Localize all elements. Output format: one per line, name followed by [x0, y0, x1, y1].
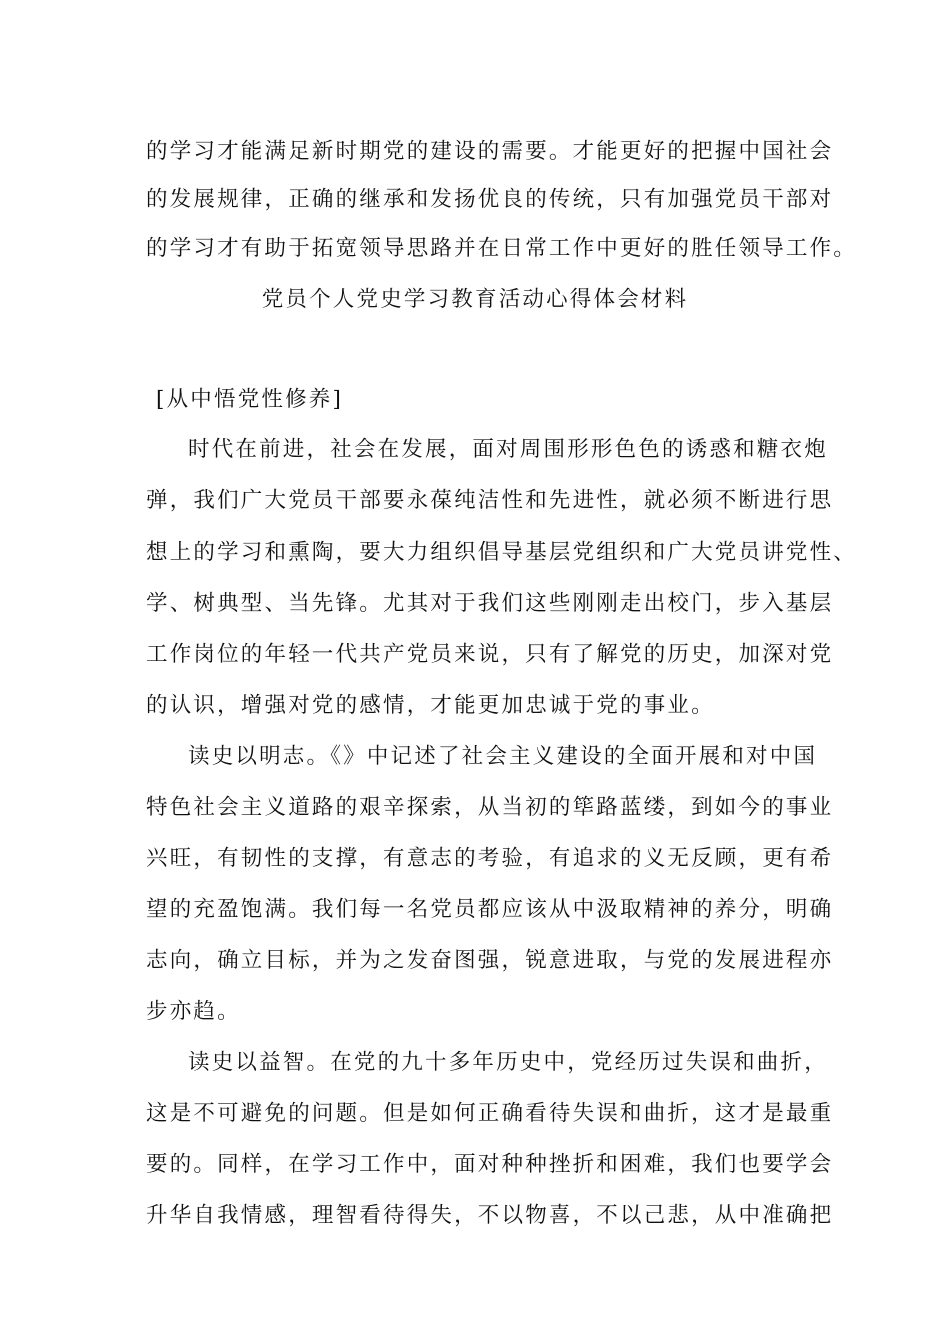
- paragraph1-line-5: 工作岗位的年轻一代共产党员来说，只有了解党的历史，加深对党: [146, 642, 834, 667]
- paragraph1-line-1: 时代在前进，社会在发展，面对周围形形色色的诱惑和糖衣炮: [188, 437, 828, 462]
- intro-line-1: 的学习才能满足新时期党的建设的需要。才能更好的把握中国社会: [146, 139, 834, 164]
- paragraph1-line-6: 的认识，增强对党的感情，才能更加忠诚于党的事业。: [146, 693, 715, 718]
- paragraph2-line-3: 兴旺，有韧性的支撑，有意志的考验，有追求的义无反顾，更有希: [146, 846, 834, 871]
- paragraph1-line-4: 学、树典型、当先锋。尤其对于我们这些刚刚走出校门，步入基层: [146, 591, 834, 616]
- intro-line-2: 的发展规律，正确的继承和发扬优良的传统，只有加强党员干部对: [146, 187, 834, 212]
- paragraph3-line-4: 升华自我情感，理智看待得失，不以物喜，不以己悲，从中准确把: [146, 1203, 834, 1228]
- paragraph1-line-2: 弹，我们广大党员干部要永葆纯洁性和先进性，就必须不断进行思: [146, 488, 834, 513]
- section-heading: [从中悟党性修养]: [156, 387, 344, 412]
- document-title: 党员个人党史学习教育活动心得体会材料: [261, 287, 689, 312]
- paragraph2-line-4: 望的充盈饱满。我们每一名党员都应该从中汲取精神的养分，明确: [146, 897, 834, 922]
- paragraph2-line-6: 步亦趋。: [146, 999, 241, 1024]
- paragraph3-line-1: 读史以益智。在党的九十多年历史中，党经历过失误和曲折，: [188, 1050, 828, 1075]
- paragraph2-line-2: 特色社会主义道路的艰辛探索，从当初的筚路蓝缕，到如今的事业: [146, 795, 834, 820]
- paragraph1-line-3: 想上的学习和熏陶，要大力组织倡导基层党组织和广大党员讲党性、: [146, 540, 858, 565]
- intro-line-3: 的学习才有助于拓宽领导思路并在日常工作中更好的胜任领导工作。: [146, 236, 858, 261]
- paragraph3-line-2: 这是不可避免的问题。但是如何正确看待失误和曲折，这才是最重: [146, 1101, 834, 1126]
- paragraph2-line-5: 志向，确立目标，并为之发奋图强，锐意进取，与党的发展进程亦: [146, 948, 834, 973]
- paragraph2-line-1: 读史以明志。《》中记述了社会主义建设的全面开展和对中国: [188, 744, 818, 769]
- paragraph3-line-3: 要的。同样，在学习工作中，面对种种挫折和困难，我们也要学会: [146, 1152, 834, 1177]
